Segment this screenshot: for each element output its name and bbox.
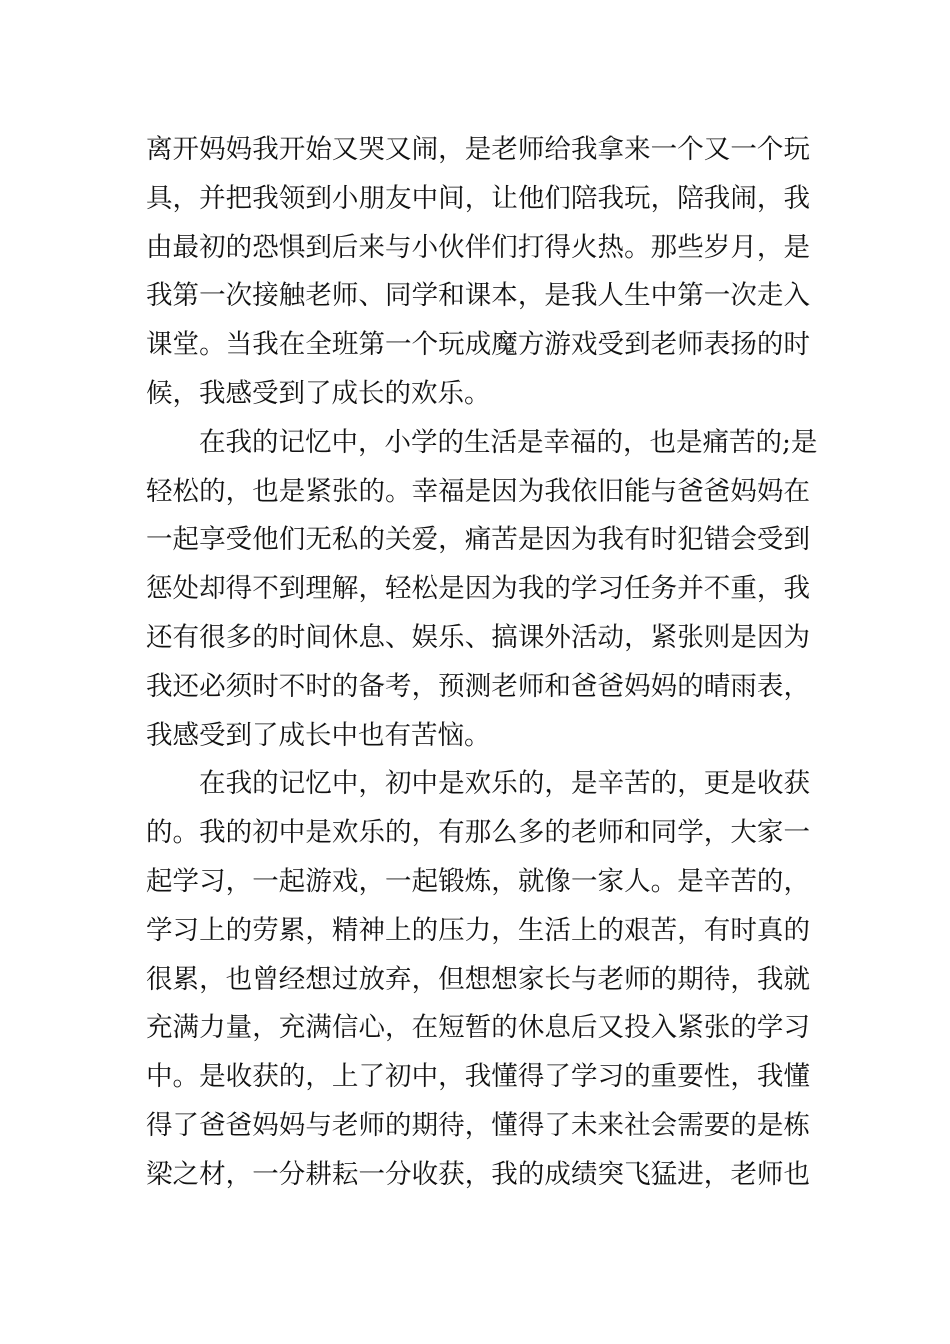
- document-body: [146, 126, 818, 1200]
- text-line: 起学习，一起游戏，一起锻炼，就像一家人。是辛苦的，: [146, 865, 810, 897]
- text-line: 充满力量，充满信心，在短暂的休息后又投入紧张的学习: [146, 1012, 810, 1044]
- text-line: 中。是收获的，上了初中，我懂得了学习的重要性，我懂: [146, 1061, 810, 1093]
- text-line: 离开妈妈我开始又哭又闹，是老师给我拿来一个又一个玩: [146, 134, 810, 165]
- text-line: 我第一次接触老师、同学和课本，是我人生中第一次走入: [146, 280, 810, 312]
- text-line: 很累，也曾经想过放弃，但想想家长与老师的期待，我就: [146, 963, 810, 995]
- text-line: 轻松的，也是紧张的。幸福是因为我依旧能与爸爸妈妈在: [146, 475, 810, 507]
- text-line: 我还必须时不时的备考，预测老师和爸爸妈妈的晴雨表，: [146, 670, 810, 702]
- text-line: 我感受到了成长中也有苦恼。: [146, 719, 491, 751]
- text-line: 还有很多的时间休息、娱乐、搞课外活动，紧张则是因为: [146, 621, 810, 653]
- text-line: 由最初的恐惧到后来与小伙伴们打得火热。那些岁月，是: [146, 231, 810, 263]
- text-line: 具，并把我领到小朋友中间，让他们陪我玩，陪我闹，我: [146, 182, 810, 214]
- text-line: 在我的记忆中，小学的生活是幸福的，也是痛苦的;是: [199, 426, 818, 458]
- text-line: 在我的记忆中，初中是欢乐的，是辛苦的，更是收获: [199, 768, 810, 800]
- text-line: 一起享受他们无私的关爱，痛苦是因为我有时犯错会受到: [146, 524, 810, 556]
- text-line: 梁之材，一分耕耘一分收获，我的成绩突飞猛进，老师也: [146, 1158, 810, 1190]
- text-line: 的。我的初中是欢乐的，有那么多的老师和同学，大家一: [146, 817, 810, 849]
- text-line: 得了爸爸妈妈与老师的期待，懂得了未来社会需要的是栋: [146, 1109, 810, 1141]
- text-line: 候，我感受到了成长的欢乐。: [146, 377, 491, 409]
- text-line: 学习上的劳累，精神上的压力，生活上的艰苦，有时真的: [146, 914, 810, 946]
- text-line: 课堂。当我在全班第一个玩成魔方游戏受到老师表扬的时: [146, 329, 810, 361]
- text-line: 惩处却得不到理解，轻松是因为我的学习任务并不重，我: [146, 573, 810, 605]
